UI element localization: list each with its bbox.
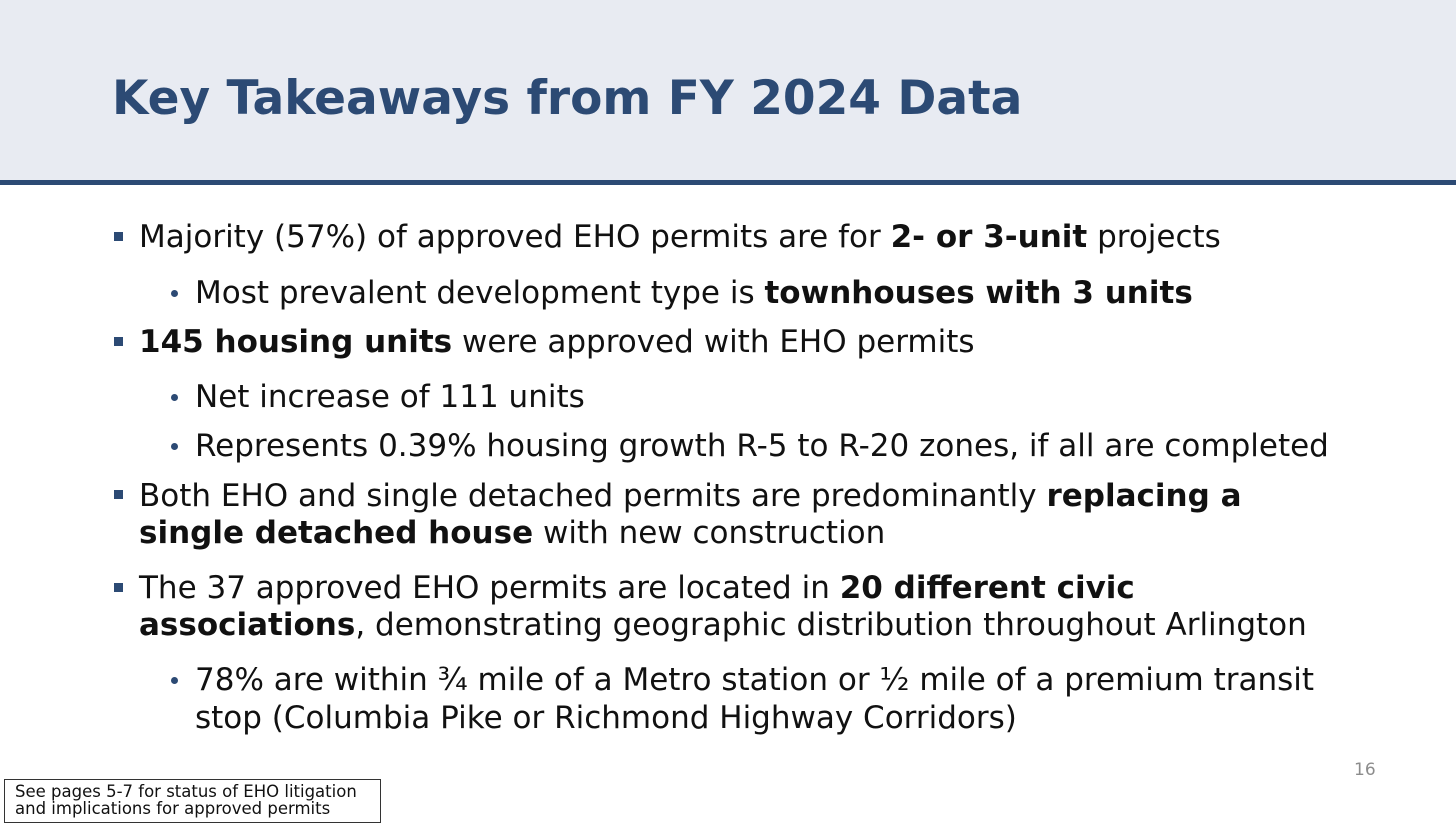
bullet-1-bold: 2- or 3-unit bbox=[890, 219, 1088, 255]
square-bullet-icon bbox=[114, 337, 123, 346]
bullet-1-text-a: Majority (57%) of approved EHO permits are for bbox=[139, 219, 891, 255]
square-bullet-icon bbox=[114, 583, 123, 592]
page-number: 16 bbox=[1354, 760, 1376, 780]
slide-title: Key Takeaways from FY 2024 Data bbox=[112, 71, 1023, 126]
sub-bullet-2-2: Represents 0.39% housing growth R-5 to R-20 zones, if all are completed bbox=[195, 428, 1329, 464]
bullet-3-bold-a: replacing a bbox=[1046, 478, 1242, 514]
round-bullet-icon bbox=[171, 677, 178, 684]
sub-bullet-1-1-bold: townhouses with 3 units bbox=[764, 275, 1193, 311]
bullet-4-text-b: , demonstrating geographic distribution throughout Arlington bbox=[355, 607, 1307, 643]
bullet-4-bold-b: associations bbox=[139, 607, 356, 643]
bullet-2-text: were approved with EHO permits bbox=[452, 324, 975, 360]
footnote-box bbox=[4, 779, 381, 823]
bullet-4-bold-a: 20 different civic bbox=[839, 570, 1135, 606]
sub-bullet-2-1: Net increase of 111 units bbox=[195, 379, 585, 415]
bullet-item-4-line-1 bbox=[139, 569, 1135, 607]
bullet-item-3-line-2 bbox=[139, 514, 885, 552]
round-bullet-icon bbox=[171, 290, 178, 297]
footnote-line-2: and implications for approved permits bbox=[15, 799, 331, 818]
round-bullet-icon bbox=[171, 394, 178, 401]
round-bullet-icon bbox=[171, 443, 178, 450]
bullet-item-4-line-2 bbox=[139, 606, 1307, 644]
bullet-2-bold: 145 housing units bbox=[139, 324, 453, 360]
bullet-3-text-b: with new construction bbox=[533, 515, 886, 551]
square-bullet-icon bbox=[114, 490, 123, 499]
square-bullet-icon bbox=[114, 232, 123, 241]
sub-bullet-1-1-text: Most prevalent development type is bbox=[195, 275, 765, 311]
sub-bullet-4-1-line-2: stop (Columbia Pike or Richmond Highway Corridors) bbox=[195, 700, 1017, 736]
sub-bullet-4-1-line-1: 78% are within ¾ mile of a Metro station or ½ mile of a premium transit bbox=[195, 662, 1315, 698]
bullet-item-2 bbox=[139, 323, 975, 361]
bullet-4-text-a: The 37 approved EHO permits are located in bbox=[139, 570, 840, 606]
sub-bullet-1-1 bbox=[195, 274, 1193, 312]
bullet-item-1 bbox=[139, 218, 1221, 256]
bullet-1-text-b: projects bbox=[1087, 219, 1221, 255]
footnote-line-1: See pages 5-7 for status of EHO litigation bbox=[15, 782, 357, 801]
bullet-3-bold-b: single detached house bbox=[139, 515, 534, 551]
bullet-3-text-a: Both EHO and single detached permits are predominantly bbox=[139, 478, 1047, 514]
bullet-item-3-line-1 bbox=[139, 477, 1242, 515]
